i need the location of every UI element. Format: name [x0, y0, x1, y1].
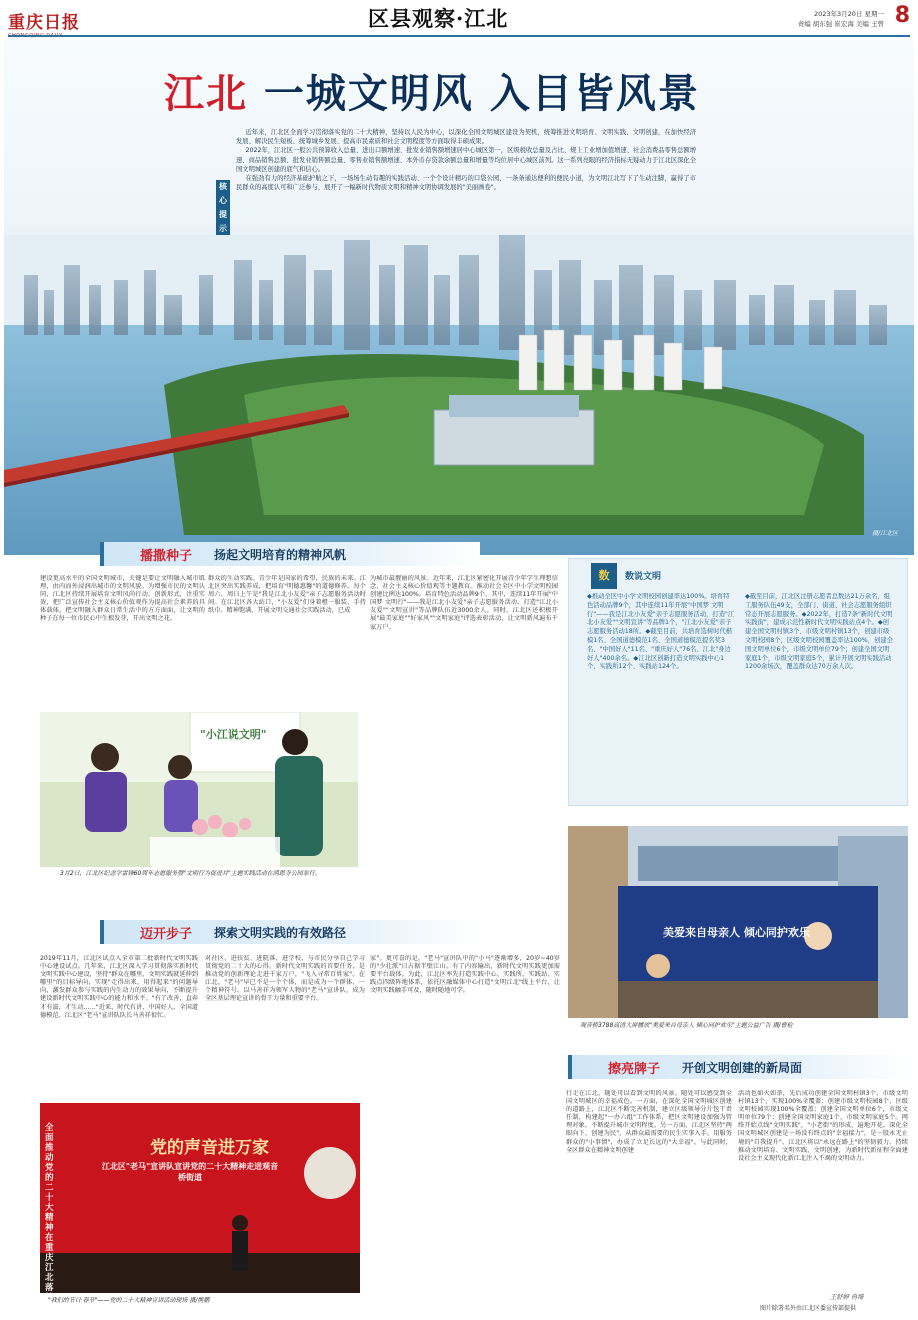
headline-rest: 一城文明风 入目皆风景 — [248, 70, 700, 117]
intro-paragraph: 近年来，江北区全面学习贯彻落实党的二十大精神，坚持以人民为中心，以深化全国文明城区建设为契机，统筹推进文明培育、文明实践、文明创建，在加快经济发展、解决民生短板、统筹城乡发展、提高市民素质和社会文明程度等方面取得丰硕成果。 — [236, 129, 696, 146]
section1-title: 扬起文明培育的精神风帆 — [214, 548, 347, 562]
sidebar-badge: 数 — [591, 563, 617, 589]
section3-banner — [568, 1055, 908, 1079]
section1-key: 播撒种子 — [140, 549, 193, 564]
photo-credit: 摄/江北区 — [871, 530, 898, 537]
hero-panel — [4, 40, 914, 555]
section1-banner — [100, 542, 480, 566]
data-sidebar — [568, 558, 908, 806]
big-screen-photo — [568, 826, 908, 1018]
page-number: 8 — [894, 3, 910, 28]
lecture-banner-subtitle: 江北区"老马"宣讲队宣讲党的二十大精神走进观音桥街道 — [101, 1162, 279, 1182]
section1-photo-caption: 3月2日，江北区纪念学雷锋60周年志愿服务暨"文明行为促进月"主题实践活动在鸿恩寺公园举行。 — [60, 870, 321, 877]
screen-slogan: 美爱来自母亲人 倾心同护欢乐 — [663, 926, 810, 939]
section2-col1: 2019年11月，江北区试点入全市第二批新时代文明实践中心建设试点。几年来，江北区深入学习贯彻落实新时代文明实践中心建设，坚持"群众在哪里，文明实践就延伸到哪里"的目标导向，实现"走得出来，用得起来"的问题导向，激发群众参与实践的内生动力的效果导向，不断提升建设新时代文明实践中心的能力和水平。"有了改善，直奔才有滋，才生动……"近来，时代有讲、中国好人、全国道德模范、江北区"老马"宣讲队队长马善祥很忙。 — [40, 955, 198, 1019]
section3-key: 擦亮牌子 — [608, 1062, 661, 1077]
headline-red: 江北 — [164, 70, 248, 117]
editors-line: 责编 胡东强 崔宏海 美编 王曾 — [797, 20, 884, 28]
section2-banner — [100, 920, 480, 944]
section1-col1: 建设更高水平的全国文明城市，关键是要让文明融入城市肌理，由内而外浸润出城市的文明风貌。为增强市民的文明认同，江北区持续开展培育文明风尚行动，创新形式，注重实效，把广泛宣传社会主义核心价值观作为提高社会素养的具体载体，把文明融入群众日常生活中的方方面面，让文明的种子在每一位市民心中生根发芽，开出文明之花。 — [40, 575, 205, 623]
city-skyline-photo — [4, 235, 914, 555]
section2-title: 探索文明实践的有效路径 — [214, 926, 347, 940]
volunteer-activity-photo — [40, 712, 358, 867]
intro-text — [236, 128, 696, 192]
header-divider — [8, 35, 910, 37]
section2-col3: 家"。更可喜的是，"老马"宣讲队中的"小马"逐渐增多，20岁~40岁的"少壮派"日占据半壁江山。有了内容输出，新时代文明实践更加需要平台载体。为此，江北区率先打造实践中心、实践所、实践站、实践点四级阵地体系，依托区融媒体中心打造"文明江北"线上平台，让文明实践触手可及，随时随地可学。 — [370, 955, 560, 995]
header-meta — [798, 9, 884, 29]
intro-paragraph: 2022年，江北区一般公共预算收入总量、进出口额增速、批发业销售额增速居中心城区第一，区级税收总量及占比、规上工业增加值增速、社会消费品零售总额增速、商品销售总额、批发业销售额总量、零售业销售额增速、本外币存贷款余额总量和增量等均位居中心城区前列。这一系列亮眼的经济指标无疑动力于江北区深化全国文明城区创建的底气和信心。 — [236, 147, 696, 173]
section3-title: 开创文明创建的新局面 — [682, 1061, 803, 1075]
section3-col1: 行走在江北，随处可以看到文明的风景。随处可以感受到全国文明城区的幸福成色。一方面，在深化全国文明城区创建的道路上，江北区不断完善机制，建立区级领导分片包干责任制，构建起"一办六组"工作体系，把区文明建设加强为管理对象，不断提升城市文明程度。另一方面，江北区坚持"两眼向下、创建为民"，从群众最需要的民生实事入手，用服务群众的"小事情"，办成了立足长远的"大幸福"。与此同时，全区群众在精神文明创建 — [566, 1090, 732, 1154]
sidebar-header — [591, 563, 711, 589]
section1-col2: 群众的生动实践。青少年是国家的希望、民族的未来。江北区突出实践养成，把培育"明德惠馨"的道德修养。每个周六、周日上午是"我是江北小友爱"亲子志愿服务活动时间。在江北区各大站口，"小友爱"们身着橙一服装，手持纸巾、精神饱满，开展文明交通社会实践活动，已成 — [208, 575, 366, 615]
tip-label: 核心提示 — [216, 180, 230, 236]
sidebar-left-text: ◆推动全区中小学文明校园创建率达100%。培育特色活动品牌9个，其中连续11年开展"中国梦 文明行"——我是江北小友爱"亲子志愿服务活动，打造"江北小友爱""文明宣讲"等品牌1个，"江北小友爱"亲子志愿服务活动18所。◆截至目前，共培育选树时代楷模1名、全国道德模范1名、全国道德模范提名奖3名、"中国好人"11名、"重庆好人"76名、江北"身边好人"400余名。◆江北区创新打造文明实践中心1个、实践所12个、实践站124个。 — [587, 593, 735, 671]
photo-source-credit: 图片除署名外由江北区委宣传部提供 — [760, 1305, 857, 1312]
section2-col2: 对社区、进扶贫、进院落、进学校，与市民分享自己学习贯彻党的二十大的心得。新时代文明实践的首要任务，是推动党的创新理论走进千家万户，"飞入寻常百姓家"。在江北，"老马"早已不是一个个体，而是成为一个群体、一个精神符号。以马善祥为领军人物的"老马"宣讲队，成为全区基层理论宣讲的骨干力量和重要平台。 — [205, 955, 365, 1003]
section2-photo-caption: "我们的节日·春节"——党的二十大精神宣讲活动现场 摄/熊鹏 — [48, 1297, 210, 1304]
intro-paragraph: 在强劲有力的经济基础护航之下，一场场生动有趣的实践活动、一个个设计精巧的口袋公园、一条条通达便利的便民小道，为文明江北写下了生动注脚，赢得了市民群众的高度认可和广泛参与，展开了一幅新时代物质文明和精神文明协调发展的"美丽画卷"。 — [236, 175, 696, 192]
lecture-banner-title: 党的声音进万家 — [150, 1138, 269, 1158]
date-line: 2023年3月20日 星期一 — [813, 10, 884, 18]
section-title: 区县观察·江北 — [368, 6, 509, 31]
section2-key: 迈开步子 — [140, 927, 193, 942]
byline: 王舒婷 冉绮 — [830, 1294, 864, 1301]
headline — [164, 62, 764, 119]
lecture-side-slogan: 全面推动党的二十大精神在重庆江北落 — [45, 1123, 54, 1293]
sidebar-label: 数说文明 — [625, 572, 662, 582]
section3-col2: 活动也如火如荼，先后成功创建全国文明村镇3个、市级文明村镇13个，实现100%全覆盖；创建市级文明校园8个、区级文明校园实现100%全覆盖；创建全国文明单位6个，市级文明单位79个；创建全国文明家庭1个，市级文明家庭5个。网络开始点线"文明实践"，"小老街"的形成，遍地开花。深化全国文明城区创建是一场没有终点的"幸福接力"，是一股永无止境的"自我提升"。江北区将以"永远在路上"的坚韧毅力，持续推动文明培育、文明实践、文明创建，为新时代新征程全面建设社会主义现代化新江北注入不竭的文明动力。 — [738, 1090, 908, 1162]
photo-sign-text: "小江说文明" — [200, 728, 267, 741]
section1-col3: 为城市最靓丽的风景。近年来，江北区紧密化开展青少年学生理想信念、社会主义核心价值观等主题教育。推动社会全区中小学文明校园创建比例达100%。培育特色活动品牌9个，其中，连续11年开展"中国梦 文明行"——我是江北小友爱"亲子志愿服务活动，打造"江北小友爱""文明宣讲"等品牌队伍近3000余人。同时，江北区还积极开展"最美家庭""好家风""文明家庭"评选表彰活动，让文明新风遍布千家万户。 — [370, 575, 558, 631]
section3-photo-caption: 观音桥3788高清大屏播放"美爱来自母亲人 倾心同护欢乐"主题公益广告 摄/曹检 — [580, 1022, 793, 1029]
lecture-event-photo — [40, 1103, 360, 1293]
logo-chinese: 重庆日报 — [8, 13, 80, 33]
sidebar-right-text: ◆截至目前，江北区注册志愿者总数达21万余名，组工服务队伍49支，全部门、街道、社会志愿服务组织常态开展志愿服务。◆2022年，打造7条"新时代文明实践街"，建成示范性新时代文明实践站点4个。◆创建全国文明村镇3个、市级文明村镇13个，创建市级文明校园8个，区级文明校园覆盖率达100%，创建全国文明单位6个，市级文明单位79个；创建全国文明家庭1个，市级文明家庭5个，累计开展文明实践活动1200余场次，覆盖群众达70万余人次。 — [745, 593, 893, 671]
